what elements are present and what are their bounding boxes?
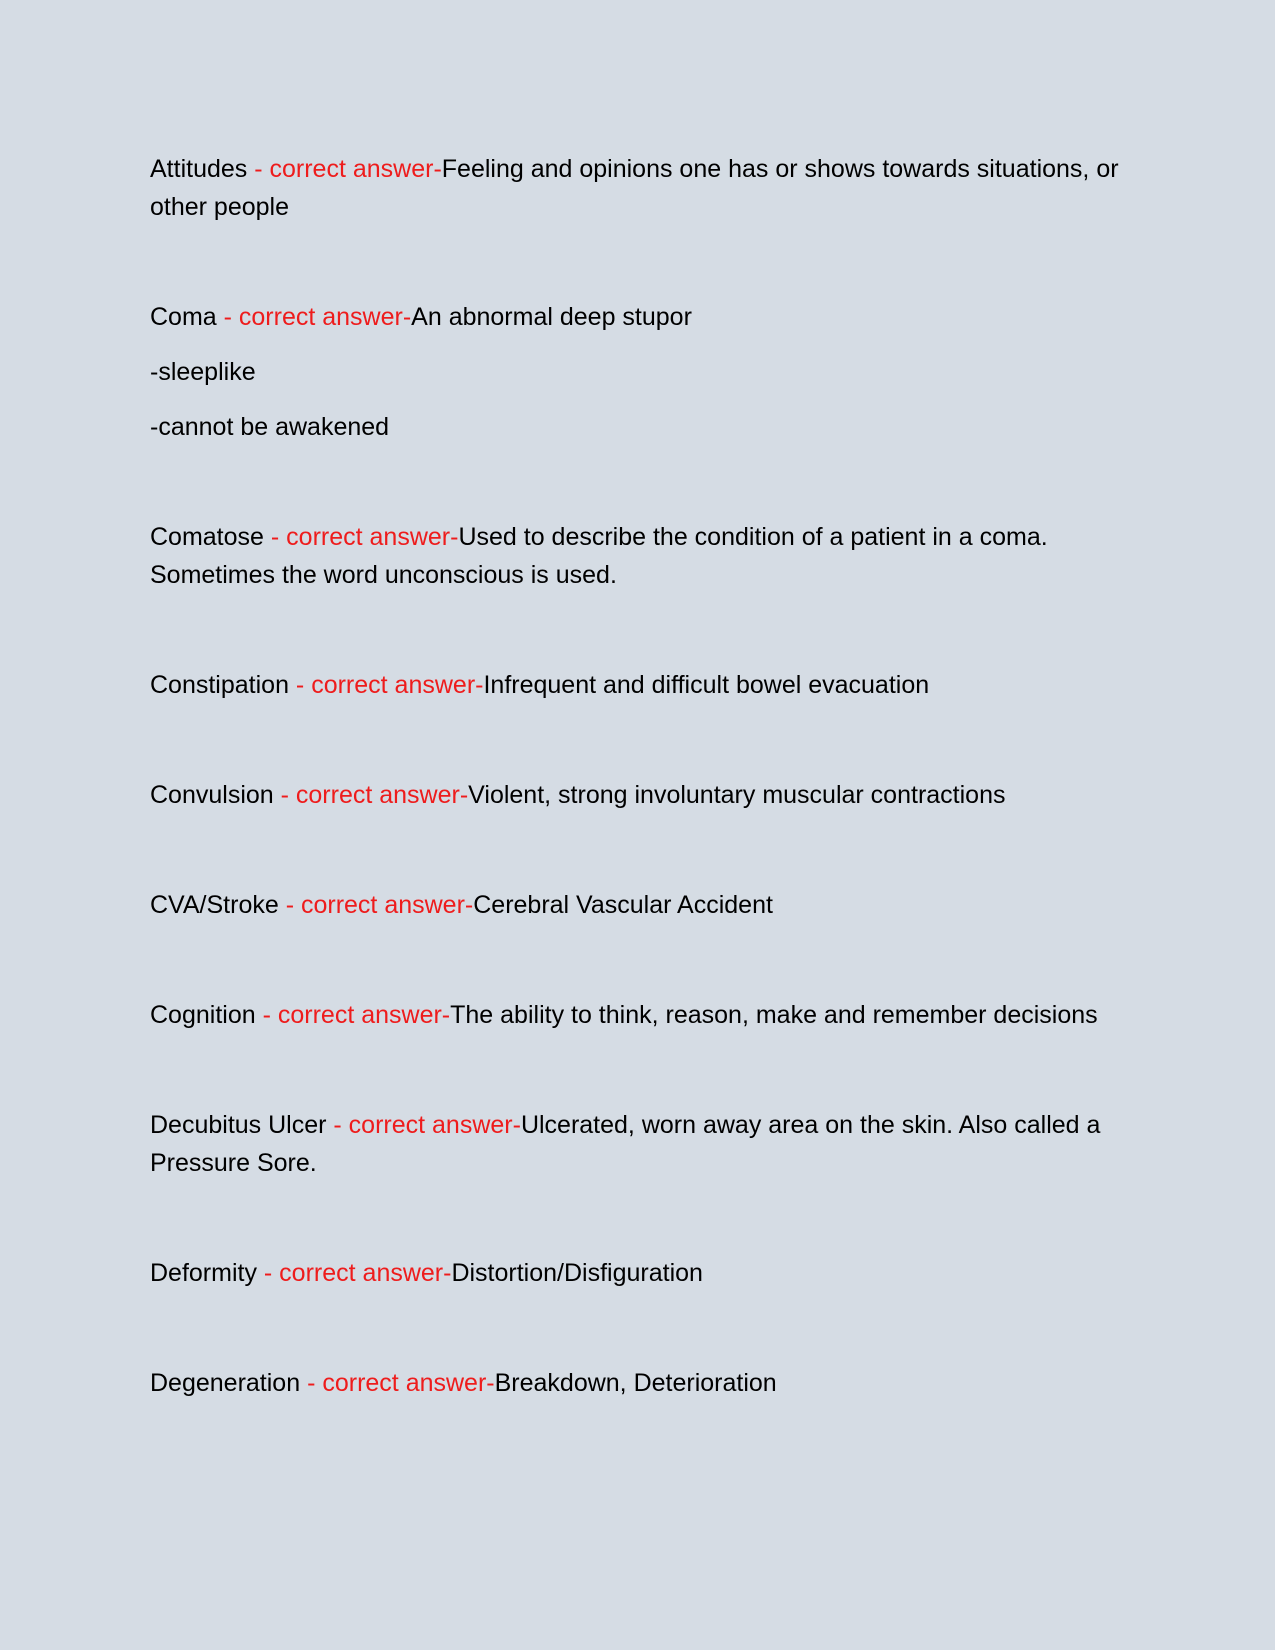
entry-coma [150, 298, 1150, 446]
entry-convulsion [150, 776, 1150, 814]
entry-comatose [150, 518, 1150, 594]
answer-separator: - correct answer- [256, 1259, 452, 1287]
term: Comatose [150, 523, 264, 551]
definition: Distortion/Disfiguration [451, 1259, 703, 1287]
definition: Feeling and opinions one has or shows towards situations, or other people [150, 155, 1119, 221]
term: Decubitus Ulcer [150, 1111, 327, 1139]
answer-separator: - correct answer- [278, 891, 474, 919]
answer-separator: - correct answer- [300, 1369, 495, 1397]
definition: Used to describe the condition of a patient in a coma. Sometimes the word unconscious is used. [150, 523, 1048, 589]
answer-separator: - correct answer- [255, 1001, 451, 1029]
entry-constipation [150, 666, 1150, 704]
term: Coma [150, 303, 217, 331]
term: Cognition [150, 1001, 256, 1029]
answer-separator: - correct answer- [247, 155, 442, 183]
entry-cognition [150, 996, 1150, 1034]
term: CVA/Stroke [150, 891, 279, 919]
definition: Violent, strong involuntary muscular contractions [468, 781, 1006, 809]
term: Convulsion [150, 781, 274, 809]
entry-cva-stroke [150, 886, 1150, 924]
entry-degeneration [150, 1364, 1150, 1402]
definition-sub-line: -sleeplike [150, 358, 256, 386]
definition-sub-line: -cannot be awakened [150, 413, 390, 441]
term: Attitudes [150, 155, 248, 183]
definition: An abnormal deep stupor [411, 303, 692, 331]
entry-attitudes [150, 150, 1150, 226]
answer-separator: - correct answer- [216, 303, 412, 331]
answer-separator: - correct answer- [288, 671, 484, 699]
definition: Infrequent and difficult bowel evacuation [483, 671, 930, 699]
answer-separator: - correct answer- [273, 781, 469, 809]
entry-deformity [150, 1254, 1150, 1292]
term: Degeneration [150, 1369, 301, 1397]
definition: Cerebral Vascular Accident [473, 891, 773, 919]
definition: Breakdown, Deterioration [494, 1369, 777, 1397]
answer-separator: - correct answer- [326, 1111, 521, 1139]
entry-decubitus-ulcer [150, 1106, 1150, 1182]
term: Deformity [150, 1259, 257, 1287]
document-page [150, 150, 1150, 1474]
answer-separator: - correct answer- [263, 523, 459, 551]
term: Constipation [150, 671, 289, 699]
definition: Ulcerated, worn away area on the skin. Also called a Pressure Sore. [150, 1111, 1101, 1177]
definition: The ability to think, reason, make and remember decisions [450, 1001, 1098, 1029]
